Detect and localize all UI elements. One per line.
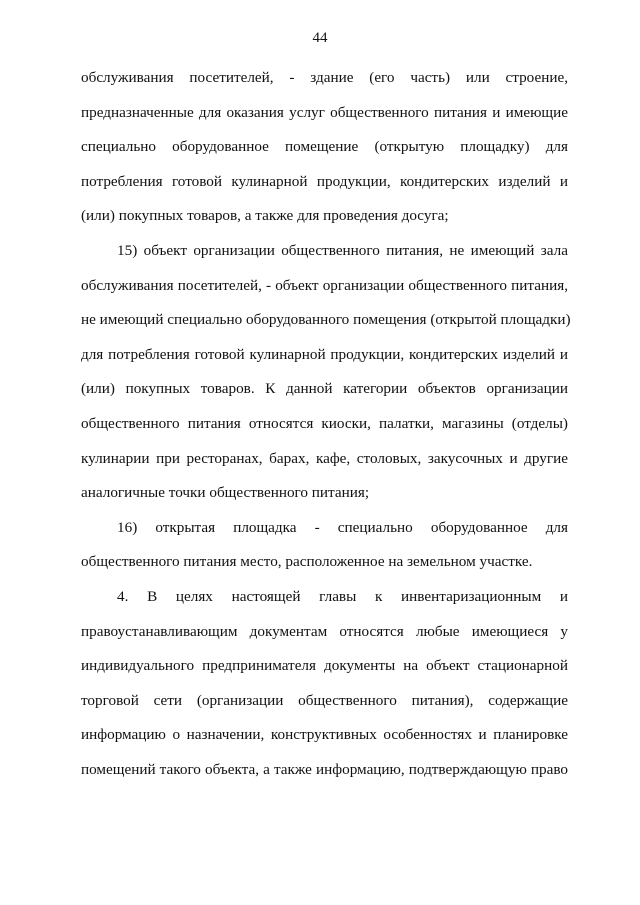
text-line: общественного питания место, расположенное на земельном участке. [81,553,533,571]
text-line: потребления готовой кулинарной продукции, кондитерских изделий и [81,172,568,190]
text-line: общественного питания относятся киоски, палатки, магазины (отделы) [81,414,568,432]
text-line: обслуживания посетителей, - объект организации общественного питания, [81,276,568,294]
text-line: обслуживания посетителей, - здание (его часть) или строение, [81,69,568,86]
page-number: 44 [312,30,328,46]
document-body [81,67,571,793]
text-line: 16) открытая площадка - специально оборудованное для [117,518,568,536]
text-line: информацию о назначении, конструктивных особенностях и планировке [81,726,568,744]
text-line: торговой сети (организации общественного питания), содержащие [81,691,568,709]
text-line: для потребления готовой кулинарной продукции, кондитерских изделий и [81,345,568,363]
text-line: правоустанавливающим документам относятся любые имеющиеся у [81,622,568,640]
text-line: индивидуального предпринимателя документы на объект стационарной [81,657,568,675]
text-line: 15) объект организации общественного питания, не имеющий зала [117,241,568,259]
text-line: помещений такого объекта, а также информацию, подтверждающую право [81,760,568,778]
text-line: (или) покупных товаров. К данной категории объектов организации [81,380,568,398]
text-line: не имеющий специально оборудованного помещения (открытой площадки) [81,311,571,329]
text-line: 4. В целях настоящей главы к инвентаризационным и [117,587,568,605]
text-line: специально оборудованное помещение (открытую площадку) для [81,138,568,156]
text-line: (или) покупных товаров, а также для проведения досуга; [81,207,449,225]
text-line: кулинарии при ресторанах, барах, кафе, столовых, закусочных и другие [81,449,568,467]
text-line: предназначенные для оказания услуг общественного питания и имеющие [81,103,568,121]
text-line: аналогичные точки общественного питания; [81,484,370,502]
